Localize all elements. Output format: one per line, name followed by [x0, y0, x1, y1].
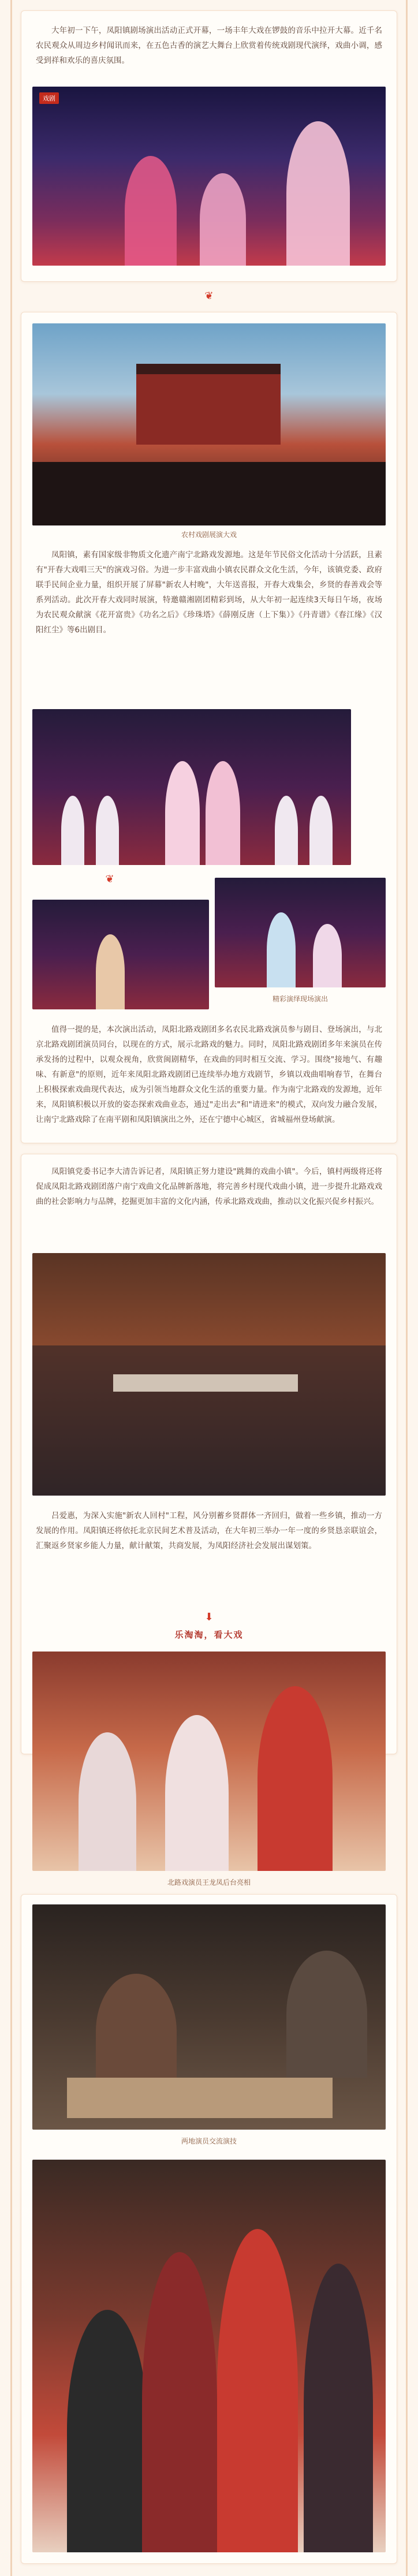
yangqin-instrument [67, 2078, 333, 2118]
table [113, 1374, 298, 1392]
audience-crowd [32, 1345, 386, 1496]
street-caption: 北路戏演员王龙凤后台亮相 [167, 1878, 251, 1887]
costumed-actors-photo[interactable] [32, 2160, 386, 2552]
audience-photo[interactable] [32, 1253, 386, 1496]
actor-figure [304, 2264, 373, 2552]
section-title: 乐淘淘，看大戏 [174, 1630, 244, 1640]
actor-figure [142, 2252, 217, 2552]
actor-figure [67, 2310, 148, 2552]
opera-stage-photo[interactable] [32, 87, 386, 266]
opera-performance-photo[interactable] [32, 709, 351, 865]
performer-figure [200, 173, 246, 266]
children-street-photo[interactable] [32, 1652, 386, 1871]
intro-paragraph-2: 凤阳镇，素有国家级非物质文化遗产南宁北路戏发源地。这是年节民俗文化活动十分活跃，且素有"开春大戏唱三天"的演戏习俗。为进一步丰富戏曲小镇农民群众文化生活，今年，该镇党委、政府联手民间企业力量，组织开展了屏幕"新农人村晚"，大年送喜报，开春大戏集会，乡贤的春善戏会等系列活动。此次开春大戏同时展演，特邀赣湘剧团精彩到场，从大年初一起连续3天每日午场，夜场为农民观众献演《花开富贵》《功名之后》《珍珠塔》《薛刚反唐（上下集）》《丹青谱》《春江缘》《汉阳红尘》等6出剧目。 [36, 550, 382, 635]
opera-scene-left-photo[interactable] [32, 900, 209, 1009]
orchestra-photo[interactable] [32, 1904, 386, 2130]
performer-figure [313, 924, 342, 987]
theater-building [136, 364, 281, 445]
performer-figure [286, 121, 350, 266]
performer-figure [275, 796, 298, 865]
performer-figure [267, 912, 296, 987]
performer-figure [165, 761, 200, 865]
opera-scene-right-photo[interactable] [215, 878, 386, 987]
musician-figure [286, 1951, 367, 2078]
lantern-ornament: ❦ [105, 873, 114, 885]
child-figure [165, 1715, 229, 1871]
photo-badge: 戏剧 [39, 92, 59, 104]
intro-paragraph: 大年初一下午，凤阳镇剧场演出活动正式开幕，一场丰年大戏在锣鼓的音乐中拉开大幕。近千名农民观众从周边乡村闻讯而来，在五色古香的演艺大舞台上欣赏着传统戏剧现代演绎，戏曲小调，感受到祥和欢乐的喜庆氛围。 [36, 26, 382, 65]
performer-figure [125, 156, 177, 266]
performer-figure [206, 761, 240, 865]
child-figure [79, 1732, 136, 1871]
performer-figure [309, 796, 333, 865]
performer-figure [96, 934, 125, 1009]
theater-exterior-photo[interactable] [32, 323, 386, 525]
child-figure [257, 1686, 333, 1871]
band-caption: 两地演员交流演技 [181, 2137, 237, 2145]
paragraph-4: 凤阳镇党委书记李大清告诉记者，凤阳镇正努力建设"跳舞的戏曲小镇"。今后，镇村两级将还将促成凤阳北路戏剧团落户南宁戏曲文化品牌新落地，将完善乡村现代戏曲小镇，进一步提升北路戏戏曲的社会影响力与品牌，挖掘更加丰富的文化内涵，传承北路戏戏曲，推动以文化振兴促乡村振兴。 [36, 1167, 382, 1206]
arrow-down-icon: ⬇ [204, 1611, 214, 1623]
actor-figure [217, 2229, 298, 2552]
paragraph-3: 值得一提的是，本次演出活动，凤阳北路戏剧团多名农民北路戏演员参与剧目、登场演出，与北京北路戏剧团演员同台，以现在的方式，展示北路戏的魅力。同时，凤阳北路戏剧团多年来演员在传承发扬的过程中，以观众视角，欣赏闽剧精华，在戏曲的同时相互交流、学习。围绕"接地气、有趣味、有新意"的原则，近年来凤阳北路戏剧团已连续举办地方戏剧节，乡镇以戏曲唱响春节，在舞台上积极探索戏曲现代表达，成为引领当地群众文化生活的重要力量。作为南宁北路戏的发源地，近年来，凤阳镇积极以开放的姿态探索戏曲业态，通过"走出去"和"请进来"的模式，双向发力融合发展，让南宁北路戏除了在南平剧和凤阳镇演出之外，还在宁德中心城区，省城福州登场献演。 [36, 1025, 382, 1124]
musician-figure [96, 1974, 177, 2089]
crowd [32, 462, 386, 525]
theater-caption: 农村戏剧展演大戏 [181, 531, 237, 539]
performer-figure [96, 796, 119, 865]
section-ornament: ❦ [204, 290, 214, 302]
performance-caption: 精彩演绎现场演出 [272, 995, 328, 1003]
paragraph-5: 吕爱惠，为深入实施"新农人回村"工程，风分别蓄乡贤群体一齐回归，做着一些乡镇，推动一方发展的作用。凤阳镇还将依托北京民间艺术普及活动，在大年初三举办一年一度的乡贤恳亲联谊会，汇聚返乡贤家乡能人力量，献计献策，共商发展，为凤阳经济社会发展出谋划策。 [36, 1511, 382, 1550]
performer-figure [61, 796, 84, 865]
